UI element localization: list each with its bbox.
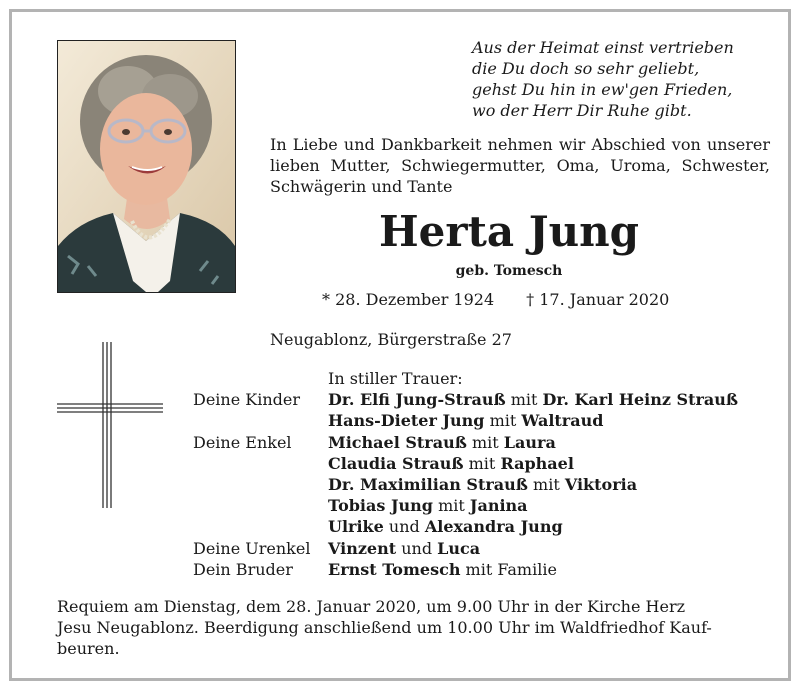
mourner-name: Ernst Tomesch bbox=[328, 559, 461, 579]
cross-icon bbox=[57, 340, 165, 514]
service-line: beuren. bbox=[57, 639, 120, 658]
service-line: Requiem am Dienstag, dem 28. Januar 2020, um 9.00 Uhr in der Kirche Herz bbox=[57, 597, 686, 616]
list-item bbox=[193, 432, 738, 453]
connector-text: und bbox=[396, 538, 438, 558]
relation-label bbox=[193, 516, 328, 537]
connector-text: mit bbox=[432, 496, 470, 516]
mourner-names bbox=[328, 538, 480, 559]
farewell-intro: In Liebe und Dankbarkeit nehmen wir Abschied von unserer lieben Mutter, Schwiegermutter, Oma, Uroma, Schwester, Schwägerin und Tante bbox=[270, 135, 770, 196]
list-item bbox=[193, 495, 738, 516]
birth-date: * 28. Dezember 1924 bbox=[322, 290, 495, 309]
mourner-names bbox=[328, 516, 563, 537]
mourner-name: Dr. Maximilian Strauß bbox=[328, 475, 528, 495]
life-dates bbox=[322, 290, 669, 310]
partner-name: Alexandra Jung bbox=[424, 517, 563, 537]
address: Neugablonz, Bürgerstraße 27 bbox=[270, 330, 512, 349]
partner-name: Dr. Karl Heinz Strauß bbox=[542, 390, 739, 410]
connector-text: mit bbox=[505, 390, 543, 410]
connector-text: mit Familie bbox=[460, 559, 557, 579]
mourner-names bbox=[328, 474, 637, 495]
partner-name: Laura bbox=[503, 432, 556, 452]
relation-label: Dein Bruder bbox=[193, 559, 293, 579]
relation-label bbox=[193, 495, 328, 516]
funeral-service-notice bbox=[57, 596, 770, 659]
list-item bbox=[193, 453, 738, 474]
service-line: Jesu Neugablonz. Beerdigung anschließend um 10.00 Uhr im Waldfriedhof Kauf- bbox=[57, 618, 712, 637]
maiden-name: geb. Tomesch bbox=[455, 263, 563, 279]
list-item bbox=[193, 389, 738, 410]
relation-label: Deine Enkel bbox=[193, 432, 292, 452]
relation-label: Deine Kinder bbox=[193, 390, 301, 410]
memorial-poem bbox=[472, 37, 772, 121]
list-item bbox=[193, 368, 738, 389]
relation-label bbox=[193, 474, 328, 495]
mourner-name: Michael Strauß bbox=[328, 432, 467, 452]
list-item bbox=[193, 410, 738, 431]
list-item bbox=[193, 538, 738, 559]
connector-text: mit bbox=[466, 432, 504, 452]
relation-label bbox=[193, 453, 328, 474]
list-item bbox=[193, 474, 738, 495]
connector-text: mit bbox=[484, 411, 522, 431]
list-item bbox=[193, 559, 738, 580]
mourner-names bbox=[328, 432, 556, 453]
connector-text: mit bbox=[527, 475, 565, 495]
mourner-names bbox=[328, 453, 574, 474]
mourner-name: Hans-Dieter Jung bbox=[328, 411, 485, 431]
connector-text: und bbox=[383, 517, 425, 537]
connector-text: mit bbox=[463, 453, 501, 473]
poem-line: wo der Herr Dir Ruhe gibt. bbox=[472, 101, 692, 120]
mourner-names bbox=[328, 559, 557, 580]
portrait-photo bbox=[57, 40, 236, 293]
list-item bbox=[193, 516, 738, 537]
mourner-names bbox=[328, 495, 528, 516]
mourners-list bbox=[193, 368, 738, 580]
relation-label: Deine Urenkel bbox=[193, 538, 311, 558]
mourner-name: Vinzent bbox=[328, 538, 397, 558]
poem-line: gehst Du hin in ew'gen Frieden, bbox=[472, 80, 733, 99]
mourner-names bbox=[328, 389, 738, 410]
mourning-heading: In stiller Trauer: bbox=[328, 369, 463, 388]
mourner-name: Claudia Strauß bbox=[328, 453, 464, 473]
poem-line: Aus der Heimat einst vertrieben bbox=[472, 38, 734, 57]
partner-name: Janina bbox=[469, 496, 528, 516]
mourner-name: Ulrike bbox=[328, 517, 384, 537]
death-date: † 17. Januar 2020 bbox=[526, 290, 670, 309]
relation-label bbox=[193, 410, 328, 431]
partner-name: Viktoria bbox=[564, 475, 638, 495]
poem-line: die Du doch so sehr geliebt, bbox=[472, 59, 700, 78]
partner-name: Luca bbox=[437, 538, 481, 558]
deceased-name: Herta Jung bbox=[378, 207, 640, 256]
mourner-name: Tobias Jung bbox=[328, 496, 433, 516]
mourner-name: Dr. Elfi Jung-Strauß bbox=[328, 390, 506, 410]
mourner-names bbox=[328, 410, 603, 431]
partner-name: Waltraud bbox=[521, 411, 604, 431]
partner-name: Raphael bbox=[500, 453, 574, 473]
